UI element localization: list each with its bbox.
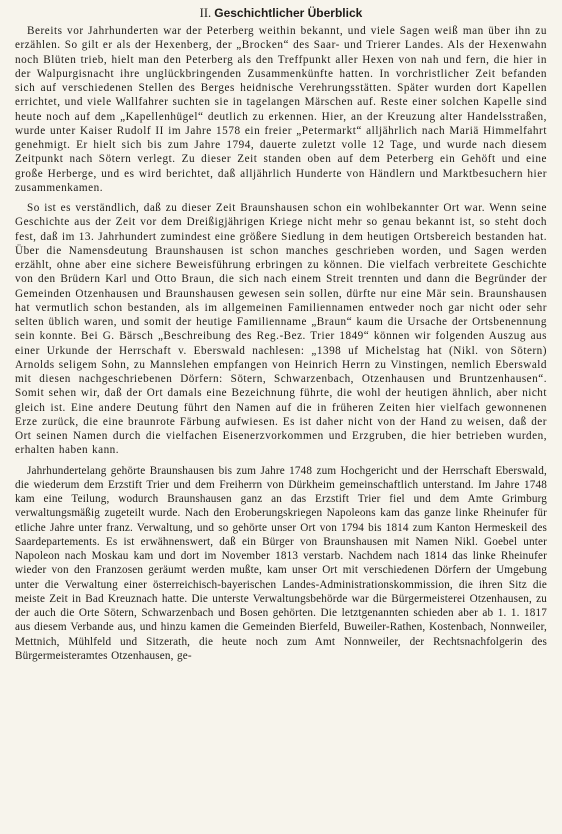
paragraph-peterberg: Bereits vor Jahrhunderten war der Peterberg weithin bekannt, und viele Sagen weiß man über ihn zu erzählen. So gilt er als der Hexenberg, der „Brocken“ des Saar- und Trierer Landes. Als der Hexenwahn noch Blüten trieb, hielt man den Peterberg als den Treffpunkt aller Hexen von nah und fern, die hier in der Walpurgisnacht ihre unglückbringenden Zusammenkünfte hatten. In vorchristlicher Zeit befanden sich auf verschiedenen Stellen des Berges heidnische Verehrungsstätten. Später wurden dort Kapellen errichtet, und viele Wallfahrer suchten sie in tagelangen Märschen auf. Reste einer solchen Kapelle sind heute noch auf dem „Kapellenhügel“ deutlich zu erkennen. Hier, an der Kreuzung alter Handelsstraßen, wurde unter Kaiser Rudolf II im Jahre 1578 ein freier „Petermarkt“ alljährlich nach Mariä Himmelfahrt genehmigt. Er hielt sich bis zum Jahre 1794, dauerte zuletzt volle 12 Tage, und wurde nach diesem Zeitpunkt nach Sötern verlegt. Zu dieser Zeit standen oben auf dem Peterberg ein Gehöft und eine große Herberge, und es wird berichtet, daß alljährlich Hunderte von Händlern und Marktbesuchern hier zusammenkamen. [15,25,547,194]
section-number: II. [199,6,212,20]
section-title: Geschichtlicher Überblick [214,6,363,20]
paragraph-administration-history: Jahrhundertelang gehörte Braunshausen bis zum Jahre 1748 zum Hochgericht und der Herrschaft Eberswald, die wiederum dem Erzstift Trier und dem Freiherrn von Dürkheim gemeinschaftlich unterstand. Im Jahre 1748 kam eine Teilung, wodurch Braunshausen ganz an das Erzstift Trier fiel und dem Amte Grimburg verwaltungsmäßig zugeteilt wurde. Nach den Eroberungskriegen Napoleons kam das ganze linke Rheinufer für etliche Jahre unter franz. Verwaltung, und so gehörte unser Ort von 1794 bis 1814 zum Kanton Hermeskeil des Saardepartements. Es ist erwähnenswert, daß ein Bürger von Braunshausen mit Namen Nikl. Goebel unter Napoleon nach Moskau kam und dort im November 1813 verstarb. Nachdem nach 1814 das linke Rheinufer wieder von den Franzosen geräumt werden mußte, kam unser Ort mit verschiedenen Dörfern der Umgebung unter die Verwaltung einer österreichisch-bayerischen Landes-Administrationskommission, die ihren Sitz die meiste Zeit in Bad Kreuznach hatte. Die unterste Verwaltungsbehörde war die Bürgermeisterei Otzenhausen, zu der auch die Orte Sötern, Schwarzenbach und Bosen gehörten. Die letztgenannten schieden aber ab 1. 1. 1817 aus diesem Verbande aus, und hinzu kamen die Gemeinden Bierfeld, Buweiler-Rathen, Kostenbach, Nonnweiler, Mettnich, Mühlfeld und Sitzerath, die heute noch zum Amt Nonnweiler, der Rechtsnachfolgerin des Bürgermeisteramtes Otzenhausen, ge- [15,464,547,662]
paragraph-braunshausen-name: So ist es verständlich, daß zu dieser Zeit Braunshausen schon ein wohlbekannter Ort war. Wenn seine Geschichte aus der Zeit vor dem Dreißigjährigen Kriege nicht mehr so genau bekannt ist, so steht doch fest, daß im 13. Jahrhundert zumindest eine größere Siedlung in dem heutigen Ortsbereich bestanden hat. Über die Namensdeutung Braunshausen ist schon manches geschrieben worden, und Sagen werden erzählt, ohne aber eine sichere Beweisführung erbringen zu können. Die vielfach verbreitete Geschichte von den Brüdern Karl und Otto Braun, die sich nach einem Streit trennten und dann die Begründer der Gemeinden Otzenhausen und Braunshausen gewesen sein sollen, dürfte nur eine Mär sein. Braunshausen hat vermutlich schon bestanden, als im allgemeinen Familiennamen entweder noch gar nicht oder sehr selten üblich waren, und somit der heutige Familienname „Braun“ kaum die Ursache der Ortsbenennung sein konnte. Bei G. Bärsch „Beschreibung des Reg.-Bez. Trier 1849“ können wir folgenden Auszug aus einer Urkunde der Herrschaft v. Eberswald nachlesen: „1398 uf Michelstag hat (Nikl. von Sötern) Arnolds seligem Sohn, zu Mannslehen empfangen von Heinrich Herrn zu Vinstingen, nemlich Eberswald mit diesen nachgeschriebenen Dörfern: Sötern, Schwarzenbach, Otzenhausen und Bruntzenhausen“. Somit sehen wir, daß der Ort damals eine Bezeichnung führte, die wohl der heutigen ähnlich, aber nicht gleich ist. Eine andere Deutung führt den Namen auf die in früheren Zeiten hier vielfach gewonnenen Erze zurück, die eine braunrote Färbung aufwiesen. Es ist daher nicht von der Hand zu weisen, daß der Ort seinen Namen durch die vielfachen Eisenerzvorkommen und Erzgruben, die hier betrieben wurden, erhalten haben kann. [15,202,547,457]
section-heading [15,5,547,21]
